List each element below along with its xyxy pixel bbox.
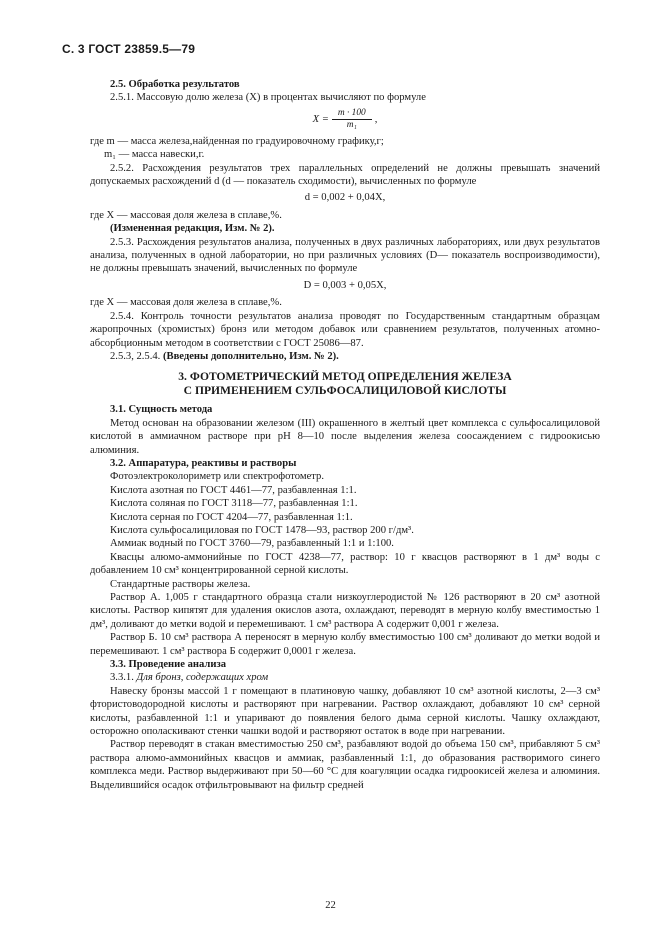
section-3-3-heading: 3.3. Проведение анализа xyxy=(110,659,226,671)
section-3-title-line-2: С ПРИМЕНЕНИЕМ СУЛЬФОСАЛИЦИЛОВОЙ КИСЛОТЫ xyxy=(183,384,507,398)
amendment-prefix: 2.5.3, 2.5.4. xyxy=(110,350,161,362)
formula-x-tail: , xyxy=(374,113,378,125)
amendment-text: (Введены дополнительно, Изм. № 2). xyxy=(162,350,339,362)
paragraph-3-1: Метод основан на образовании железом (III) окрашенного в желтый цвет комплекса с сульфосалициловой кислотой в аммиачном растворе при pH 8—10 после выделения железа соосаждением с гидроокисью алюминия. xyxy=(90,417,600,456)
formula-x-denominator: m₁ xyxy=(346,119,357,130)
section-3-2-heading: 3.2. Аппаратура, реактивы и растворы xyxy=(110,457,297,469)
edit-note: (Измененная редакция, Изм. № 2). xyxy=(110,223,275,235)
paragraph-solution-a: Раствор А. 1,005 г стандартного образца стали низкоуглеродистой № 126 растворяют в 20 см³ азотной кислоты. Раствор кипятят для удаления окислов азота, охлаждают, переводят в мерную колбу вместимостью 1 дм³, доливают до метки водой и перемешивают. 1 см³ раствора А содержит 0,001 г железа. xyxy=(90,592,600,630)
paragraph-2-5-3: 2.5.3. Расхождения результатов анализа, полученных в двух различных лабораториях, или двух результатов анализа, полученных в одной лаборатории, но при различных условиях (D— показатель воспроизводимости), не должны превышать значений, вычисленных по формуле xyxy=(90,236,600,275)
paragraph-2-5-1: 2.5.1. Массовую долю железа (X) в процентах вычисляют по формуле xyxy=(110,92,426,104)
paragraph-alum: Квасцы алюмо-аммонийные по ГОСТ 4238—77, раствор: 10 г квасцов растворяют в 1 дм³ воды с добавлением 10 см³ концентрированной серной кислоты. xyxy=(90,551,600,577)
page-content xyxy=(90,78,600,792)
where-x-1: где X — массовая доля железа в сплаве,%. xyxy=(90,209,282,221)
paragraph-2-5-4: 2.5.4. Контроль точности результатов анализа проводят по Государственным стандартным образцам жаропрочных (хромистых) бронз или методом добавок или сравнением результатов, полученных атомно-абсорбционным методом в соответствии с ГОСТ 25086—87. xyxy=(90,310,600,349)
reagent-item: Кислота соляная по ГОСТ 3118—77, разбавленная 1:1. xyxy=(110,498,358,510)
subsection-3-3-1 xyxy=(90,671,600,684)
formula-D: D = 0,003 + 0,05X, xyxy=(303,279,387,291)
formula-d: d = 0,002 + 0,04X, xyxy=(304,192,386,204)
paragraph-sample: Навеску бронзы массой 1 г помещают в платиновую чашку, добавляют 10 см³ азотной кислоты, 2—3 см³ фтористоводородной кислоты и растворяют при нагревании. Раствор охлаждают, добавляют 10 см³ серной кислоты, разбавленной 1:1 и упаривают до появления белого дыма серной кислоты. Чашку охлаждают, осторожно ополаскивают стенки чашки водой и растворяют остаток в воде при нагревании. xyxy=(90,685,600,738)
reagent-item: Кислота сульфосалициловая по ГОСТ 1478—93, раствор 200 г/дм³. xyxy=(110,524,414,536)
formula-x-numerator: m · 100 xyxy=(332,108,372,120)
where-x-2: где X — массовая доля железа в сплаве,%. xyxy=(90,297,282,309)
page-number: 22 xyxy=(325,900,336,911)
reagent-item: Фотоэлектроколориметр или спектрофотометр. xyxy=(110,471,324,483)
paragraph-2-5-2: 2.5.2. Расхождения результатов трех параллельных определений не должны превышать значений допускаемых расхождений d (d — показатель сходимости), вычисленных по формуле xyxy=(90,162,600,188)
reagent-item: Кислота азотная по ГОСТ 4461—77, разбавленная 1:1. xyxy=(110,484,357,496)
formula-x xyxy=(90,108,600,131)
where-m1: m₁ — масса навески,г. xyxy=(104,149,205,161)
section-2-5-heading: 2.5. Обработка результатов xyxy=(110,79,240,90)
formula-x-lhs: X = xyxy=(312,113,329,125)
paragraph-solution-b: Раствор Б. 10 см³ раствора А переносят в мерную колбу вместимостью 100 см³ доливают до метки водой и перемешивают. 1 см³ раствора Б содержит 0,0001 г железа. xyxy=(90,632,600,657)
paragraph-std-solutions: Стандартные растворы железа. xyxy=(110,578,251,590)
formula-x-fraction xyxy=(332,108,372,131)
page-header: С. 3 ГОСТ 23859.5—79 xyxy=(62,42,196,56)
amendment-note xyxy=(90,350,600,363)
reagent-item: Кислота серная по ГОСТ 4204—77, разбавленная 1:1. xyxy=(110,511,353,523)
paragraph-transfer: Раствор переводят в стакан вместимостью 250 см³, разбавляют водой до объема 150 см³, прибавляют 5 см³ раствора алюмо-аммонийных квасцов и аммиак, разбавленный 1:1, до образования растворимого синего комплекса меди. Раствор выдерживают при 50—60 °С для коагуляции осадка гидроокисей железа и алюминия. Выделившийся осадок отфильтровывают на фильтр средней xyxy=(90,739,600,791)
section-3-title xyxy=(90,370,600,398)
section-3-1-heading: 3.1. Сущность метода xyxy=(110,404,213,416)
where-m: где m — масса железа,найденная по градуировочному графику,г; xyxy=(90,135,384,147)
subsection-3-3-1-title: Для бронз, содержащих хром xyxy=(136,672,269,684)
reagent-item: Аммиак водный по ГОСТ 3760—79, разбавленный 1:1 и 1:100. xyxy=(110,538,394,550)
subsection-3-3-1-number: 3.3.1. xyxy=(110,672,134,684)
section-3-title-line-1: 3. ФОТОМЕТРИЧЕСКИЙ МЕТОД ОПРЕДЕЛЕНИЯ ЖЕЛЕЗА xyxy=(178,370,512,384)
